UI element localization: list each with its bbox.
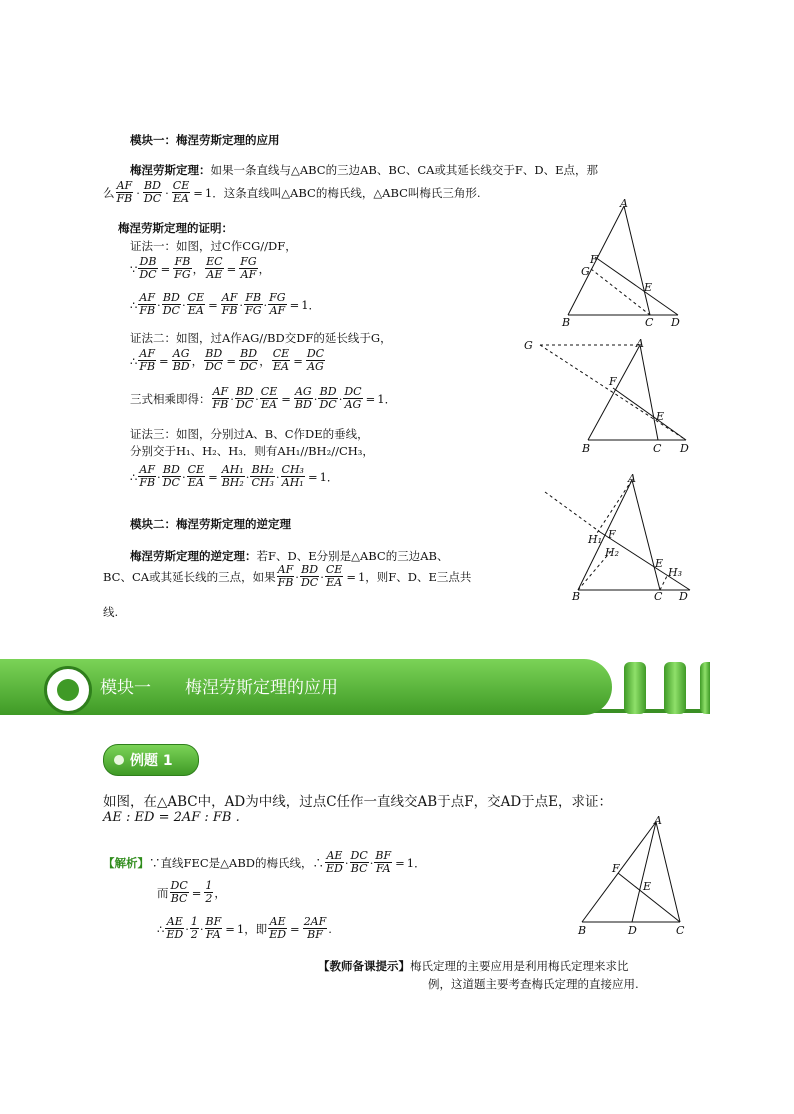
svg-text:C: C	[653, 442, 662, 455]
svg-text:D: D	[680, 442, 689, 455]
svg-text:A: A	[654, 814, 662, 827]
proof2-intro: 证法二：如图，过A作AG//BD交DF的延长线于G，	[130, 331, 392, 345]
svg-text:A: A	[628, 472, 636, 485]
svg-text:B: B	[578, 924, 587, 937]
label-C: C	[645, 316, 654, 329]
svg-text:E: E	[643, 880, 652, 893]
svg-text:B: B	[582, 442, 591, 455]
module1-heading: 模块一：梅涅劳斯定理的应用	[130, 133, 280, 147]
proof3-line2: 分别交于H₁、H₂、H₃．则有AH₁//BH₂//CH₃，	[130, 444, 374, 458]
theorem-text: 如果一条直线与△ABC的三边AB、BC、CA或其延长线交于F、D、E点，那	[210, 163, 599, 177]
svg-text:H₃: H₃	[668, 566, 683, 579]
converse-line3: 线.	[103, 605, 119, 619]
svg-text:D: D	[628, 924, 637, 937]
proof2-step2: 三式相乘即得： $\frac{AF}{FB}$ · $\frac{BD}{DC}$ · $\frac{CE}{EA}$ = $\frac{AG}{BD}$ · $\frac{BD}{DC}$ · $\frac{DC}{AG}$ = 1 ．	[130, 385, 397, 411]
diagram-proof1	[560, 195, 690, 330]
banner-title: 模块一 梅涅劳斯定理的应用	[100, 678, 338, 698]
label-A: A	[620, 197, 628, 210]
svg-text:H₂: H₂	[605, 546, 620, 559]
svg-text:F: F	[608, 528, 616, 541]
svg-text:E: E	[656, 410, 665, 423]
theorem-line1	[130, 162, 598, 178]
proof1-intro: 证法一：如图，过C作CG//DF，	[130, 239, 297, 253]
svg-text:C: C	[676, 924, 685, 937]
svg-text:H₁: H₁	[588, 533, 603, 546]
theorem-label: 梅涅劳斯定理：	[130, 163, 211, 177]
module-icon	[44, 666, 92, 714]
svg-text:F: F	[612, 862, 620, 875]
svg-text:B: B	[572, 590, 581, 603]
proof1-step1: ∵ $\frac{DB}{DC}$ = $\frac{FB}{FG}$ ， $\frac{EC}{AE}$ = $\frac{FG}{AF}$ ，	[130, 255, 271, 281]
diagram-example1	[574, 810, 694, 940]
svg-text:G: G	[524, 339, 533, 352]
proof2-step1: ∴ $\frac{AF}{FB}$ = $\frac{AG}{BD}$ ， $\frac{BD}{DC}$ = $\frac{BD}{DC}$ ， $\frac{CE}{EA}$ = $\frac{DC}{AG}$	[130, 347, 325, 373]
diagram-proof3	[540, 470, 700, 605]
label-D: D	[671, 316, 680, 329]
analysis-line1: 【解析】 ∵直线FEC是△ABD的梅氏线，∴ $\frac{AE}{ED}$ · $\frac{DC}{BC}$ · $\frac{BF}{FA}$ = 1 ．	[103, 849, 426, 875]
proof3-step: ∴ $\frac{AF}{FB}$ · $\frac{BD}{DC}$ · $\frac{CE}{EA}$ = $\frac{\text{AH₁}}{\text{BH₂}}$ · $\frac{\text{BH₂}}{\text{CH₃}}$ · $\frac{\text{CH₃}}{\text{AH₁}}$ = 1 ．	[130, 463, 339, 489]
label-F: F	[590, 253, 598, 266]
svg-text:C: C	[654, 590, 663, 603]
fraction: $\frac{CE}{EA}$	[172, 179, 190, 205]
svg-text:F: F	[609, 375, 617, 388]
theorem-text-post: 这条直线叫△ABC的梅氏线，△ABC叫梅氏三角形.	[223, 185, 481, 200]
fraction: $\frac{BD}{DC}$	[143, 179, 162, 205]
banner-bar	[664, 662, 686, 714]
example-pill: 例题 1	[103, 744, 199, 776]
analysis-line2: 而 $\frac{DC}{BC}$ = $\frac{1}{2}$ ，	[157, 879, 226, 905]
svg-text:D: D	[679, 590, 688, 603]
converse-line1: 梅涅劳斯定理的逆定理：若F、D、E分别是△ABC的三边AB、	[130, 549, 449, 563]
proof3-line1: 证法三：如图，分别过A、B、C作DE的垂线，	[130, 427, 369, 441]
svg-text:A: A	[636, 337, 644, 350]
example-question-line1: 如图，在△ABC中，AD为中线，过点C任作一直线交AB于点F，交AD于点E，求证：	[103, 794, 612, 810]
proof1-step2: ∴ $\frac{AF}{FB}$ · $\frac{BD}{DC}$ · $\frac{CE}{EA}$ = $\frac{AF}{FB}$ · $\frac{FB}{FG}$ · $\frac{FG}{AF}$ = 1 ．	[130, 291, 321, 317]
module2-heading: 模块二：梅涅劳斯定理的逆定理	[130, 517, 291, 531]
label-E: E	[644, 281, 653, 294]
label-B: B	[562, 316, 571, 329]
converse-line2: BC、CA或其延长线的三点，如果 $\frac{AF}{FB}$ · $\frac{BD}{DC}$ · $\frac{CE}{EA}$ = 1 ，则F、D、E三点共	[103, 563, 472, 589]
proof-title: 梅涅劳斯定理的证明：	[118, 221, 233, 235]
example-question-line2: AE : ED = 2AF : FB .	[103, 810, 240, 825]
banner-bar	[624, 662, 646, 714]
svg-text:E: E	[655, 557, 664, 570]
fraction: $\frac{AF}{FB}$	[116, 179, 133, 205]
diagram-proof2	[518, 335, 698, 460]
label-G: G	[581, 265, 590, 278]
teacher-tip-line2: 例，这道题主要考查梅氏定理的直接应用.	[428, 977, 639, 991]
theorem-formula-row: 么 $\frac{AF}{FB}$ · $\frac{BD}{DC}$ · $\frac{CE}{EA}$ = 1 ． 这条直线叫△ABC的梅氏线，△ABC叫梅氏三角形.	[103, 179, 481, 205]
analysis-line3: ∴ $\frac{AE}{ED}$ · $\frac{1}{2}$ · $\frac{BF}{FA}$ = 1 ，即 $\frac{AE}{ED}$ = $\frac{2AF}{BF}$ .	[157, 915, 332, 941]
theorem-text-pre: 么	[103, 185, 115, 200]
teacher-tip-line1: 【教师备课提示】梅氏定理的主要应用是利用梅氏定理来求比	[318, 959, 629, 973]
banner-bar	[700, 662, 710, 714]
